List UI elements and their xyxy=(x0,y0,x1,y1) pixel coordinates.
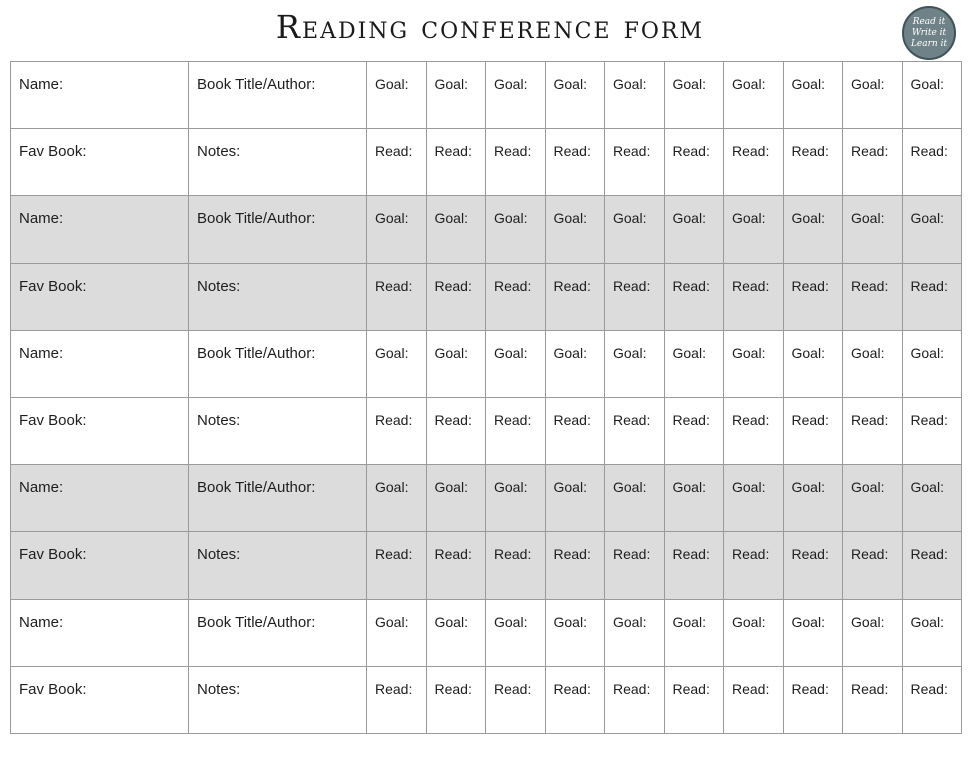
goal-cell[interactable] xyxy=(486,330,546,397)
read-cell-label: Read: xyxy=(672,546,710,563)
goal-cell[interactable] xyxy=(486,196,546,263)
read-cell[interactable] xyxy=(724,666,784,733)
read-cell[interactable] xyxy=(843,532,903,599)
goal-cell-label: Goal: xyxy=(732,344,766,361)
read-cell[interactable] xyxy=(664,397,724,464)
read-cell-label: Read: xyxy=(494,411,532,428)
goal-cell-label: Goal: xyxy=(494,344,528,361)
notes-field-label: Notes: xyxy=(197,680,241,698)
read-cell[interactable] xyxy=(605,397,665,464)
student-goal-row xyxy=(11,465,962,532)
goal-cell[interactable] xyxy=(843,62,903,129)
read-cell-label: Read: xyxy=(732,143,770,160)
goal-cell[interactable] xyxy=(545,465,605,532)
goal-cell-label: Goal: xyxy=(791,613,825,630)
goal-cell[interactable] xyxy=(486,62,546,129)
read-cell-label: Read: xyxy=(791,277,829,294)
fav-book-field[interactable] xyxy=(11,263,189,330)
goal-cell-label: Goal: xyxy=(851,210,885,227)
goal-cell-label: Goal: xyxy=(613,210,647,227)
goal-cell[interactable] xyxy=(426,599,486,666)
read-cell-label: Read: xyxy=(553,143,591,160)
logo-line: Learn it xyxy=(910,38,948,49)
name-field[interactable] xyxy=(11,196,189,263)
goal-cell[interactable] xyxy=(724,465,784,532)
goal-cell-label: Goal: xyxy=(672,344,706,361)
goal-cell-label: Goal: xyxy=(613,479,647,496)
goal-cell[interactable] xyxy=(605,465,665,532)
read-cell-label: Read: xyxy=(494,680,532,697)
goal-cell[interactable] xyxy=(724,62,784,129)
goal-cell[interactable] xyxy=(843,196,903,263)
student-read-row xyxy=(11,263,962,330)
read-cell[interactable] xyxy=(605,666,665,733)
read-cell-label: Read: xyxy=(434,143,472,160)
goal-cell-label: Goal: xyxy=(732,76,766,92)
read-cell[interactable] xyxy=(902,129,962,196)
goal-cell-label: Goal: xyxy=(613,613,647,630)
goal-cell[interactable] xyxy=(545,196,605,263)
notes-field-label: Notes: xyxy=(197,546,241,564)
goal-cell[interactable] xyxy=(605,330,665,397)
logo-line: Write it xyxy=(911,27,947,38)
read-cell[interactable] xyxy=(664,666,724,733)
read-cell-label: Read: xyxy=(791,143,829,160)
goal-cell[interactable] xyxy=(902,330,962,397)
fav-book-field-label: Fav Book: xyxy=(19,143,87,161)
read-cell-label: Read: xyxy=(434,680,472,697)
goal-cell-label: Goal: xyxy=(910,479,944,496)
read-cell[interactable] xyxy=(843,263,903,330)
goal-cell-label: Goal: xyxy=(910,344,944,361)
read-cell-label: Read: xyxy=(375,277,413,294)
student-goal-row xyxy=(11,62,962,129)
read-cell[interactable] xyxy=(545,129,605,196)
read-cell-label: Read: xyxy=(434,277,472,294)
read-cell[interactable] xyxy=(783,666,843,733)
read-cell[interactable] xyxy=(426,129,486,196)
page-title: Reading conference form xyxy=(275,8,705,46)
read-cell-label: Read: xyxy=(375,143,413,160)
goal-cell[interactable] xyxy=(664,330,724,397)
goal-cell[interactable] xyxy=(605,62,665,129)
read-cell[interactable] xyxy=(902,263,962,330)
read-cell[interactable] xyxy=(843,666,903,733)
read-cell[interactable] xyxy=(902,532,962,599)
goal-cell-label: Goal: xyxy=(672,76,706,92)
read-cell[interactable] xyxy=(426,397,486,464)
goal-cell-label: Goal: xyxy=(434,344,468,361)
goal-cell-label: Goal: xyxy=(434,613,468,630)
read-cell[interactable] xyxy=(843,129,903,196)
read-cell[interactable] xyxy=(486,397,546,464)
read-cell-label: Read: xyxy=(553,277,591,294)
read-cell-label: Read: xyxy=(494,546,532,563)
goal-cell-label: Goal: xyxy=(910,76,944,92)
goal-cell-label: Goal: xyxy=(434,210,468,227)
read-cell[interactable] xyxy=(783,397,843,464)
fav-book-field[interactable] xyxy=(11,129,189,196)
read-cell-label: Read: xyxy=(672,277,710,294)
read-cell[interactable] xyxy=(902,666,962,733)
goal-cell[interactable] xyxy=(367,599,427,666)
read-cell-label: Read: xyxy=(910,546,948,563)
read-cell-label: Read: xyxy=(375,680,413,697)
read-cell[interactable] xyxy=(367,397,427,464)
goal-cell-label: Goal: xyxy=(494,479,528,496)
goal-cell[interactable] xyxy=(664,196,724,263)
read-cell-label: Read: xyxy=(732,680,770,697)
name-field-label: Name: xyxy=(19,479,64,497)
goal-cell[interactable] xyxy=(724,330,784,397)
read-cell[interactable] xyxy=(664,263,724,330)
goal-cell-label: Goal: xyxy=(851,613,885,630)
name-field-label: Name: xyxy=(19,210,64,228)
goal-cell[interactable] xyxy=(426,196,486,263)
book-title-author-field-label: Book Title/Author: xyxy=(197,210,316,228)
read-cell-label: Read: xyxy=(494,277,532,294)
read-cell-label: Read: xyxy=(375,411,413,428)
fav-book-field[interactable] xyxy=(11,666,189,733)
fav-book-field-label: Fav Book: xyxy=(19,546,87,564)
read-cell[interactable] xyxy=(724,532,784,599)
student-goal-row xyxy=(11,599,962,666)
notes-field[interactable] xyxy=(189,263,367,330)
read-cell[interactable] xyxy=(367,532,427,599)
goal-cell-label: Goal: xyxy=(732,479,766,496)
read-cell[interactable] xyxy=(486,129,546,196)
read-cell-label: Read: xyxy=(613,411,651,428)
goal-cell-label: Goal: xyxy=(375,210,409,227)
goal-cell[interactable] xyxy=(843,330,903,397)
read-cell[interactable] xyxy=(783,263,843,330)
goal-cell[interactable] xyxy=(664,599,724,666)
name-field[interactable] xyxy=(11,330,189,397)
goal-cell[interactable] xyxy=(367,330,427,397)
read-cell-label: Read: xyxy=(791,680,829,697)
goal-cell[interactable] xyxy=(426,330,486,397)
goal-cell[interactable] xyxy=(486,465,546,532)
notes-field[interactable] xyxy=(189,532,367,599)
read-cell[interactable] xyxy=(545,666,605,733)
read-cell-label: Read: xyxy=(791,546,829,563)
goal-cell[interactable] xyxy=(902,465,962,532)
goal-cell[interactable] xyxy=(902,599,962,666)
read-cell[interactable] xyxy=(367,263,427,330)
name-field-label: Name: xyxy=(19,76,64,93)
read-cell[interactable] xyxy=(605,263,665,330)
goal-cell[interactable] xyxy=(367,465,427,532)
read-cell-label: Read: xyxy=(732,277,770,294)
read-cell-label: Read: xyxy=(910,680,948,697)
read-cell[interactable] xyxy=(605,532,665,599)
read-cell[interactable] xyxy=(843,397,903,464)
goal-cell-label: Goal: xyxy=(434,76,468,92)
goal-cell-label: Goal: xyxy=(494,613,528,630)
notes-field[interactable] xyxy=(189,397,367,464)
student-read-row xyxy=(11,532,962,599)
student-goal-row xyxy=(11,196,962,263)
read-cell-label: Read: xyxy=(791,411,829,428)
book-title-author-field[interactable] xyxy=(189,62,367,129)
name-field-label: Name: xyxy=(19,613,64,631)
goal-cell-label: Goal: xyxy=(553,344,587,361)
student-read-row xyxy=(11,129,962,196)
fav-book-field[interactable] xyxy=(11,397,189,464)
goal-cell[interactable] xyxy=(783,196,843,263)
logo-line: Read it xyxy=(912,16,946,27)
book-title-author-field[interactable] xyxy=(189,465,367,532)
read-cell[interactable] xyxy=(664,532,724,599)
read-cell-label: Read: xyxy=(732,546,770,563)
read-cell-label: Read: xyxy=(672,143,710,160)
goal-cell[interactable] xyxy=(486,599,546,666)
goal-cell-label: Goal: xyxy=(613,76,647,92)
goal-cell[interactable] xyxy=(664,465,724,532)
read-cell-label: Read: xyxy=(910,143,948,160)
read-cell-label: Read: xyxy=(910,411,948,428)
read-write-learn-logo xyxy=(902,6,956,60)
goal-cell-label: Goal: xyxy=(732,210,766,227)
notes-field[interactable] xyxy=(189,666,367,733)
notes-field-label: Notes: xyxy=(197,277,241,295)
read-cell[interactable] xyxy=(724,129,784,196)
read-cell[interactable] xyxy=(545,263,605,330)
goal-cell-label: Goal: xyxy=(494,76,528,92)
goal-cell[interactable] xyxy=(783,465,843,532)
book-title-author-field-label: Book Title/Author: xyxy=(197,479,316,497)
goal-cell-label: Goal: xyxy=(375,344,409,361)
goal-cell-label: Goal: xyxy=(672,479,706,496)
read-cell-label: Read: xyxy=(732,411,770,428)
read-cell[interactable] xyxy=(545,397,605,464)
goal-cell[interactable] xyxy=(902,196,962,263)
read-cell[interactable] xyxy=(486,263,546,330)
goal-cell-label: Goal: xyxy=(672,210,706,227)
read-cell[interactable] xyxy=(426,666,486,733)
name-field[interactable] xyxy=(11,599,189,666)
goal-cell-label: Goal: xyxy=(791,76,825,92)
read-cell-label: Read: xyxy=(375,546,413,563)
goal-cell[interactable] xyxy=(902,62,962,129)
goal-cell[interactable] xyxy=(843,599,903,666)
goal-cell[interactable] xyxy=(426,465,486,532)
read-cell-label: Read: xyxy=(613,680,651,697)
read-cell[interactable] xyxy=(605,129,665,196)
book-title-author-field-label: Book Title/Author: xyxy=(197,613,316,631)
goal-cell-label: Goal: xyxy=(494,210,528,227)
book-title-author-field[interactable] xyxy=(189,330,367,397)
read-cell-label: Read: xyxy=(851,680,889,697)
read-cell-label: Read: xyxy=(613,143,651,160)
goal-cell-label: Goal: xyxy=(910,613,944,630)
goal-cell[interactable] xyxy=(783,330,843,397)
goal-cell-label: Goal: xyxy=(613,344,647,361)
goal-cell-label: Goal: xyxy=(375,76,409,92)
goal-cell-label: Goal: xyxy=(851,344,885,361)
goal-cell-label: Goal: xyxy=(791,479,825,496)
read-cell-label: Read: xyxy=(851,143,889,160)
read-cell[interactable] xyxy=(486,532,546,599)
student-read-row xyxy=(11,397,962,464)
read-cell[interactable] xyxy=(545,532,605,599)
read-cell-label: Read: xyxy=(434,411,472,428)
read-cell-label: Read: xyxy=(613,277,651,294)
conference-table xyxy=(10,61,962,734)
read-cell[interactable] xyxy=(486,666,546,733)
goal-cell-label: Goal: xyxy=(553,479,587,496)
goal-cell[interactable] xyxy=(664,62,724,129)
goal-cell[interactable] xyxy=(545,599,605,666)
goal-cell[interactable] xyxy=(367,62,427,129)
goal-cell-label: Goal: xyxy=(851,76,885,92)
read-cell-label: Read: xyxy=(851,546,889,563)
notes-field[interactable] xyxy=(189,129,367,196)
notes-field-label: Notes: xyxy=(197,411,241,429)
goal-cell-label: Goal: xyxy=(434,479,468,496)
read-cell[interactable] xyxy=(426,263,486,330)
read-cell-label: Read: xyxy=(553,411,591,428)
book-title-author-field-label: Book Title/Author: xyxy=(197,76,316,93)
goal-cell-label: Goal: xyxy=(375,479,409,496)
read-cell[interactable] xyxy=(367,129,427,196)
read-cell[interactable] xyxy=(783,129,843,196)
read-cell[interactable] xyxy=(367,666,427,733)
student-goal-row xyxy=(11,330,962,397)
read-cell[interactable] xyxy=(664,129,724,196)
read-cell[interactable] xyxy=(724,263,784,330)
goal-cell[interactable] xyxy=(426,62,486,129)
goal-cell-label: Goal: xyxy=(375,613,409,630)
goal-cell-label: Goal: xyxy=(910,210,944,227)
goal-cell[interactable] xyxy=(724,599,784,666)
read-cell-label: Read: xyxy=(434,546,472,563)
fav-book-field-label: Fav Book: xyxy=(19,680,87,698)
goal-cell[interactable] xyxy=(545,330,605,397)
read-cell-label: Read: xyxy=(494,143,532,160)
goal-cell-label: Goal: xyxy=(672,613,706,630)
goal-cell-label: Goal: xyxy=(732,613,766,630)
read-cell-label: Read: xyxy=(672,680,710,697)
read-cell-label: Read: xyxy=(672,411,710,428)
goal-cell[interactable] xyxy=(545,62,605,129)
goal-cell-label: Goal: xyxy=(553,613,587,630)
book-title-author-field[interactable] xyxy=(189,599,367,666)
read-cell[interactable] xyxy=(783,532,843,599)
fav-book-field-label: Fav Book: xyxy=(19,411,87,429)
read-cell-label: Read: xyxy=(851,277,889,294)
fav-book-field-label: Fav Book: xyxy=(19,277,87,295)
read-cell[interactable] xyxy=(724,397,784,464)
read-cell-label: Read: xyxy=(613,546,651,563)
name-field[interactable] xyxy=(11,465,189,532)
goal-cell[interactable] xyxy=(367,196,427,263)
goal-cell-label: Goal: xyxy=(553,76,587,92)
goal-cell-label: Goal: xyxy=(553,210,587,227)
goal-cell[interactable] xyxy=(783,599,843,666)
goal-cell[interactable] xyxy=(605,599,665,666)
read-cell-label: Read: xyxy=(851,411,889,428)
goal-cell[interactable] xyxy=(843,465,903,532)
goal-cell-label: Goal: xyxy=(791,344,825,361)
read-cell-label: Read: xyxy=(910,277,948,294)
goal-cell[interactable] xyxy=(783,62,843,129)
read-cell-label: Read: xyxy=(553,680,591,697)
read-cell[interactable] xyxy=(426,532,486,599)
book-title-author-field-label: Book Title/Author: xyxy=(197,344,316,362)
name-field-label: Name: xyxy=(19,344,64,362)
goal-cell[interactable] xyxy=(724,196,784,263)
fav-book-field[interactable] xyxy=(11,532,189,599)
book-title-author-field[interactable] xyxy=(189,196,367,263)
read-cell[interactable] xyxy=(902,397,962,464)
goal-cell-label: Goal: xyxy=(791,210,825,227)
student-read-row xyxy=(11,666,962,733)
goal-cell-label: Goal: xyxy=(851,479,885,496)
name-field[interactable] xyxy=(11,62,189,129)
read-cell-label: Read: xyxy=(553,546,591,563)
goal-cell[interactable] xyxy=(605,196,665,263)
notes-field-label: Notes: xyxy=(197,143,241,161)
